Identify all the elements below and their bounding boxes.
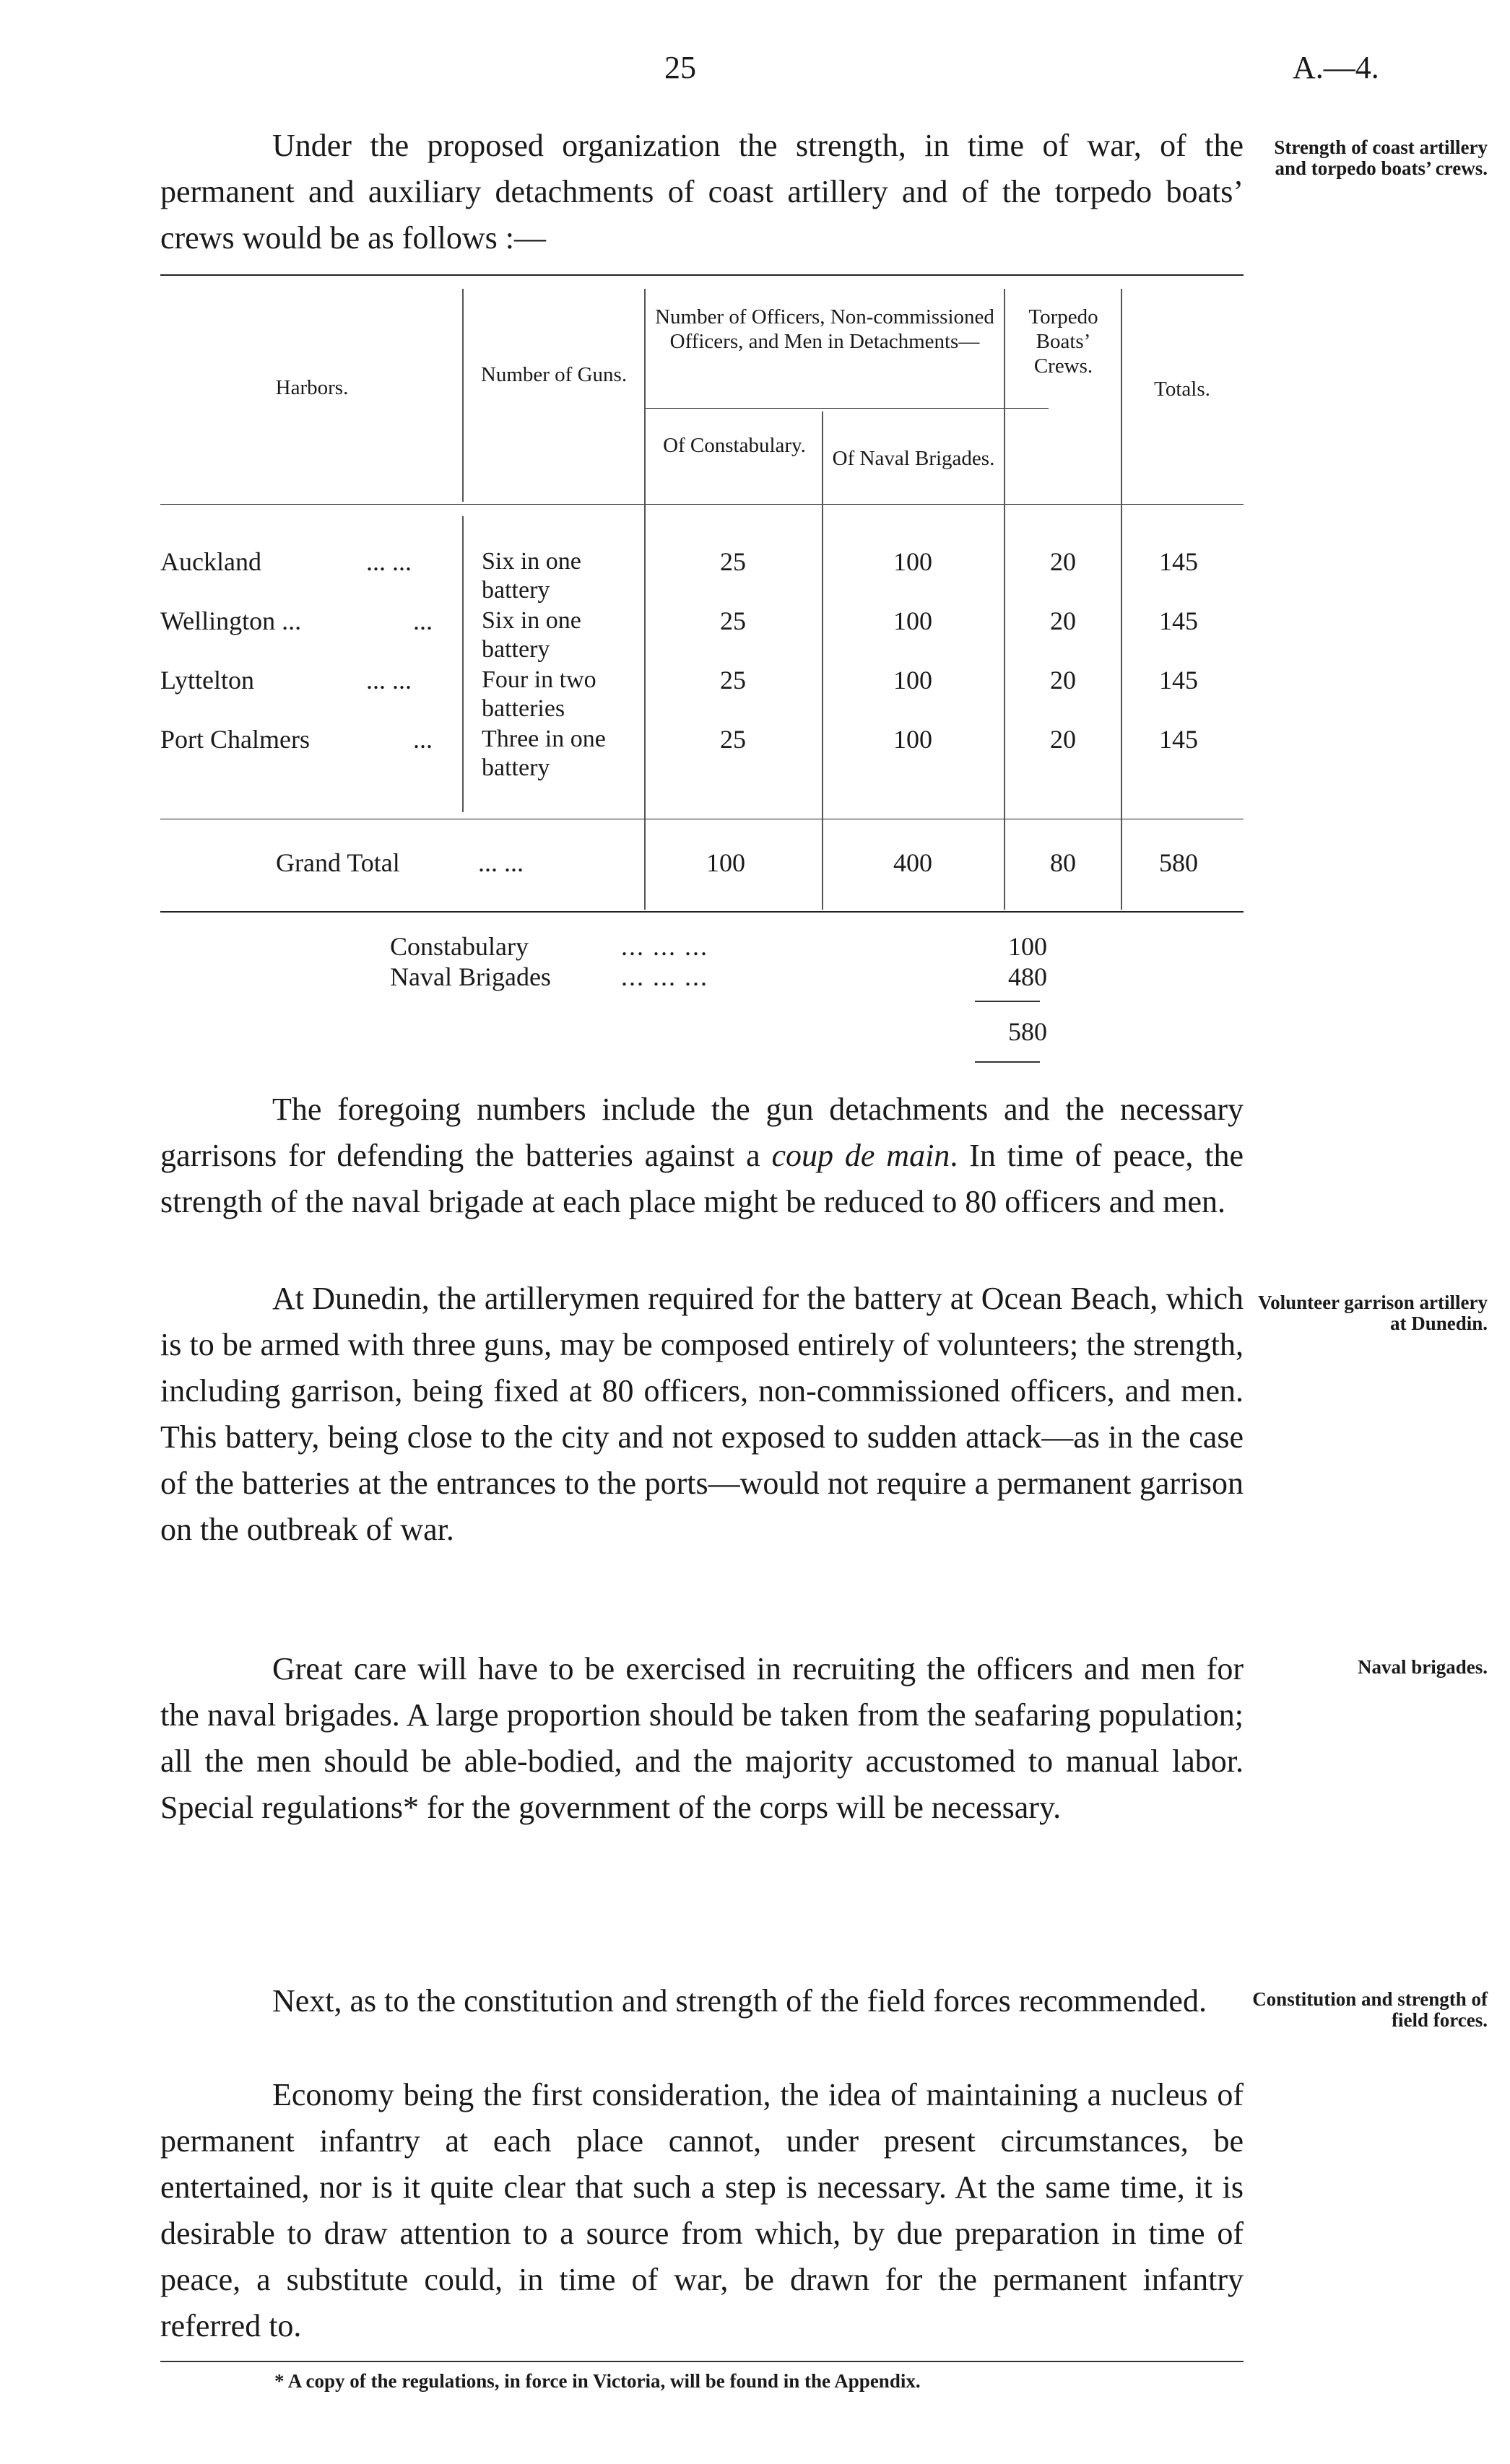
summary-label: Naval Brigades [390,962,551,991]
header-totals: Totals. [1154,378,1210,401]
row-naval: 100 [893,666,932,695]
header-naval: Of Naval Brigades. [832,447,995,470]
vline-torpedo-right [1121,289,1122,910]
footnote: * A copy of the regulations, in force in Victoria, will be found in the Appendix. [274,2370,921,2392]
table-top-rule [160,274,1244,276]
row-harbor: Lyttelton [160,666,254,695]
page-number: 25 [664,50,696,85]
header-torpedo: Torpedo Boats’ Crews. [1028,305,1098,378]
row-total: 145 [1159,666,1198,695]
paragraph-foregoing [160,1087,1244,1225]
row-leader: ... ... [366,547,412,576]
row-constabulary: 25 [720,606,746,635]
grand-total-leader: ... ... [478,848,524,877]
row-guns: Six in one battery [482,607,581,663]
header-harbors: Harbors. [275,376,349,399]
row-leader: ... [413,725,433,754]
header-bottom-rule [160,504,1244,505]
row-guns: Six in one battery [482,548,581,604]
row-guns: Four in two batteries [482,666,596,722]
grand-total-label: Grand Total [276,848,400,877]
vline-guns-left-body [462,516,464,812]
vline-naval-right [1004,289,1005,910]
summary-value: 100 [1008,932,1047,961]
subheader-rule [644,408,1049,409]
header-constabulary: Of Constabulary. [663,434,806,457]
row-harbor: Auckland [160,547,261,576]
header-guns: Number of Guns. [480,363,628,386]
paragraph-text: The foregoing numbers include the gun detachments and the necessary garrisons for defending the batteries against a coup de main. In time of peace, the strength of the naval brigade at each place might be reduced to 80 officers and men. [160,1092,1244,1219]
summary-total: 580 [1008,1017,1047,1046]
grand-total-constabulary: 100 [706,848,745,877]
summary-rule-bottom [975,1061,1040,1063]
summary-rule [975,1001,1040,1002]
summary-value: 480 [1008,962,1047,991]
margin-note-volunteer: Volunteer garrison artillery at Dunedin. [1258,1292,1488,1334]
row-leader: ... [413,606,433,635]
intro-paragraph [160,123,1244,261]
row-torpedo: 20 [1050,606,1076,635]
row-naval: 100 [893,547,932,576]
row-constabulary: 25 [720,725,746,754]
footnote-rule [160,2361,1244,2362]
row-constabulary: 25 [720,547,746,576]
summary-dots: ... ... ... [621,962,708,991]
margin-note-field-forces: Constitution and strength of field forces. [1252,1988,1488,2031]
row-naval: 100 [893,725,932,754]
paragraph-text: Next, as to the constitution and strength of the field forces recommended. [272,1983,1207,2019]
paragraph-text: Economy being the first consideration, the idea of maintaining a nucleus of permanent infantry at each place cannot, under present circumstances, be entertained, nor is it quite clear that such a step is necessary. At the same time, it is desirable to draw attention to a source from which, by due preparation in time of peace, a substitute could, in time of war, be drawn for the permanent infantry referred to. [160,2077,1244,2343]
margin-note-naval: Naval brigades. [1357,1656,1488,1678]
row-torpedo: 20 [1050,547,1076,576]
grand-total-naval: 400 [893,848,932,877]
margin-note-strength: Strength of coast artillery and torpedo boats’ crews. [1274,136,1488,179]
italic-phrase: coup de main [771,1138,950,1173]
vline-guns-left [462,289,464,502]
row-constabulary: 25 [720,666,746,695]
row-torpedo: 20 [1050,725,1076,754]
header-detachments: Number of Officers, Non-commissioned Officers, and Men in Detachments— [655,305,994,353]
intro-text: Under the proposed organization the strength, in time of war, of the permanent and auxiliary detachments of coast artillery and of the torpedo boats’ crews would be as follows :— [160,128,1244,256]
row-torpedo: 20 [1050,666,1076,695]
paragraph-economy [160,2072,1244,2349]
strength-table [160,274,1244,917]
summary-dots: ... ... ... [621,932,708,961]
table-bottom-rule [160,911,1244,913]
paragraph-text: At Dunedin, the artillerymen required for the battery at Ocean Beach, which is to be armed with three guns, may be composed entirely of volunteers; the strength, including garrison, being fixed at 80 officers, non-commissioned officers, and men. This battery, being close to the city and not exposed to sudden attack—as in the case of the batteries at the entrances to the ports—would not require a permanent garrison on the outbreak of war. [160,1281,1244,1547]
grand-total-total: 580 [1159,848,1198,877]
summary-label: Constabulary [390,932,529,961]
vline-constabulary-right [822,412,823,910]
row-total: 145 [1159,725,1198,754]
vline-guns-right [644,289,646,910]
row-total: 145 [1159,547,1198,576]
row-harbor: Wellington ... [160,606,302,635]
paragraph-text: Great care will have to be exercised in recruiting the officers and men for the naval brigades. A large proportion should be taken from the seafaring population; all the men should be able-bodied, and the majority accustomed to manual labor. Special regulations* for the government of the corps will be necessary. [160,1651,1244,1825]
row-naval: 100 [893,606,932,635]
paragraph-dunedin [160,1276,1244,1553]
row-harbor: Port Chalmers [160,725,310,754]
grand-total-torpedo: 80 [1050,848,1076,877]
paragraph-naval-brigades [160,1646,1244,1831]
paragraph-field-forces [160,1978,1244,2024]
row-total: 145 [1159,606,1198,635]
document-reference: A.—4. [1293,50,1379,85]
row-leader: ... ... [366,666,412,695]
row-guns: Three in one battery [482,726,606,781]
